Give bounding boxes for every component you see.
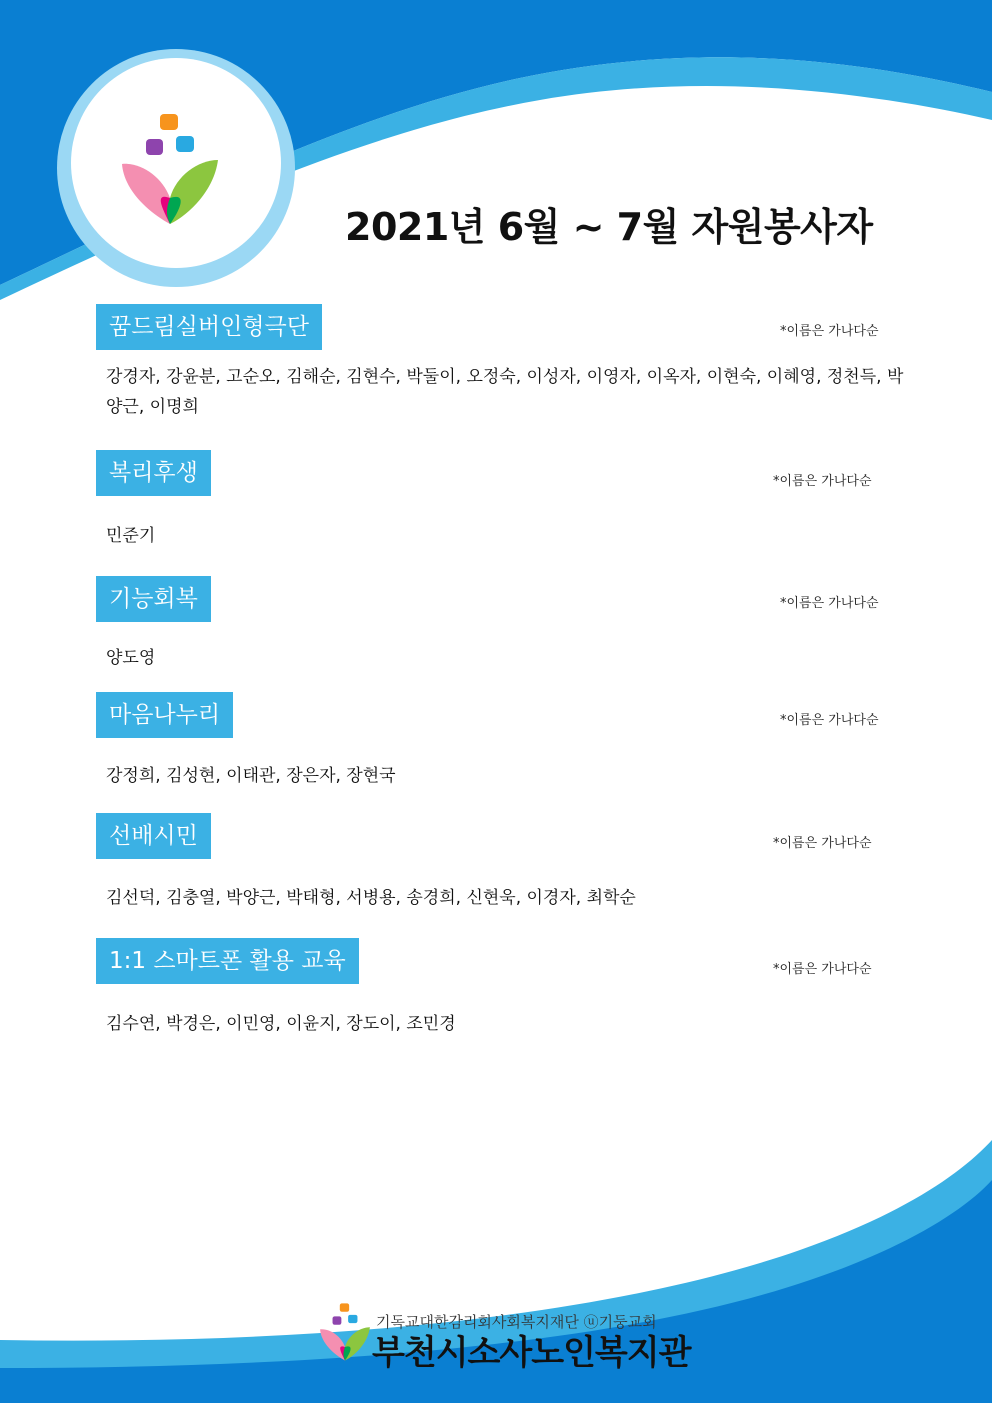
sort-note: *이름은 가나다순	[780, 596, 879, 611]
section-badge-puppet-troupe: 꿈드림실버인형극단	[96, 304, 322, 350]
volunteer-names: 김수연, 박경은, 이민영, 이윤지, 장도이, 조민경	[106, 1014, 456, 1034]
sort-note: *이름은 가나다순	[780, 713, 879, 728]
sort-note: *이름은 가나다순	[780, 324, 879, 339]
section-badge-senior-citizen: 선배시민	[96, 813, 211, 859]
volunteer-names: 양도영	[106, 648, 156, 668]
section-badge-welfare: 복리후생	[96, 450, 211, 496]
sort-note: *이름은 가나다순	[773, 474, 872, 489]
section-badge-smartphone: 1:1 스마트폰 활용 교육	[96, 938, 359, 984]
section-badge-rehab: 기능회복	[96, 576, 211, 622]
sort-note: *이름은 가나다순	[773, 962, 872, 977]
volunteer-names: 김선덕, 김충열, 박양근, 박태형, 서병용, 송경희, 신현욱, 이경자, 최학순	[106, 888, 636, 908]
volunteer-names: 강정희, 김성현, 이태관, 장은자, 장현국	[106, 766, 396, 786]
footer-logo-icon	[318, 1302, 372, 1364]
page-title: 2021년 6월 ~ 7월 자원봉사자	[345, 205, 873, 249]
sort-note: *이름은 가나다순	[773, 836, 872, 851]
agency-logo-icon	[118, 112, 222, 230]
volunteer-names: 강경자, 강윤분, 고순오, 김해순, 김현수, 박둘이, 오정숙, 이성자, 이영자, 이옥자, 이현숙, 이혜영, 정천득, 박양근, 이명희	[106, 367, 904, 417]
footer-organization: 기독교대한감리회사회복지재단 ⓤ기둥교회	[376, 1313, 657, 1331]
volunteer-names: 민준기	[106, 526, 156, 546]
footer-agency-name: 부천시소사노인복지관	[372, 1333, 691, 1373]
section-badge-sharing: 마음나누리	[96, 692, 233, 738]
